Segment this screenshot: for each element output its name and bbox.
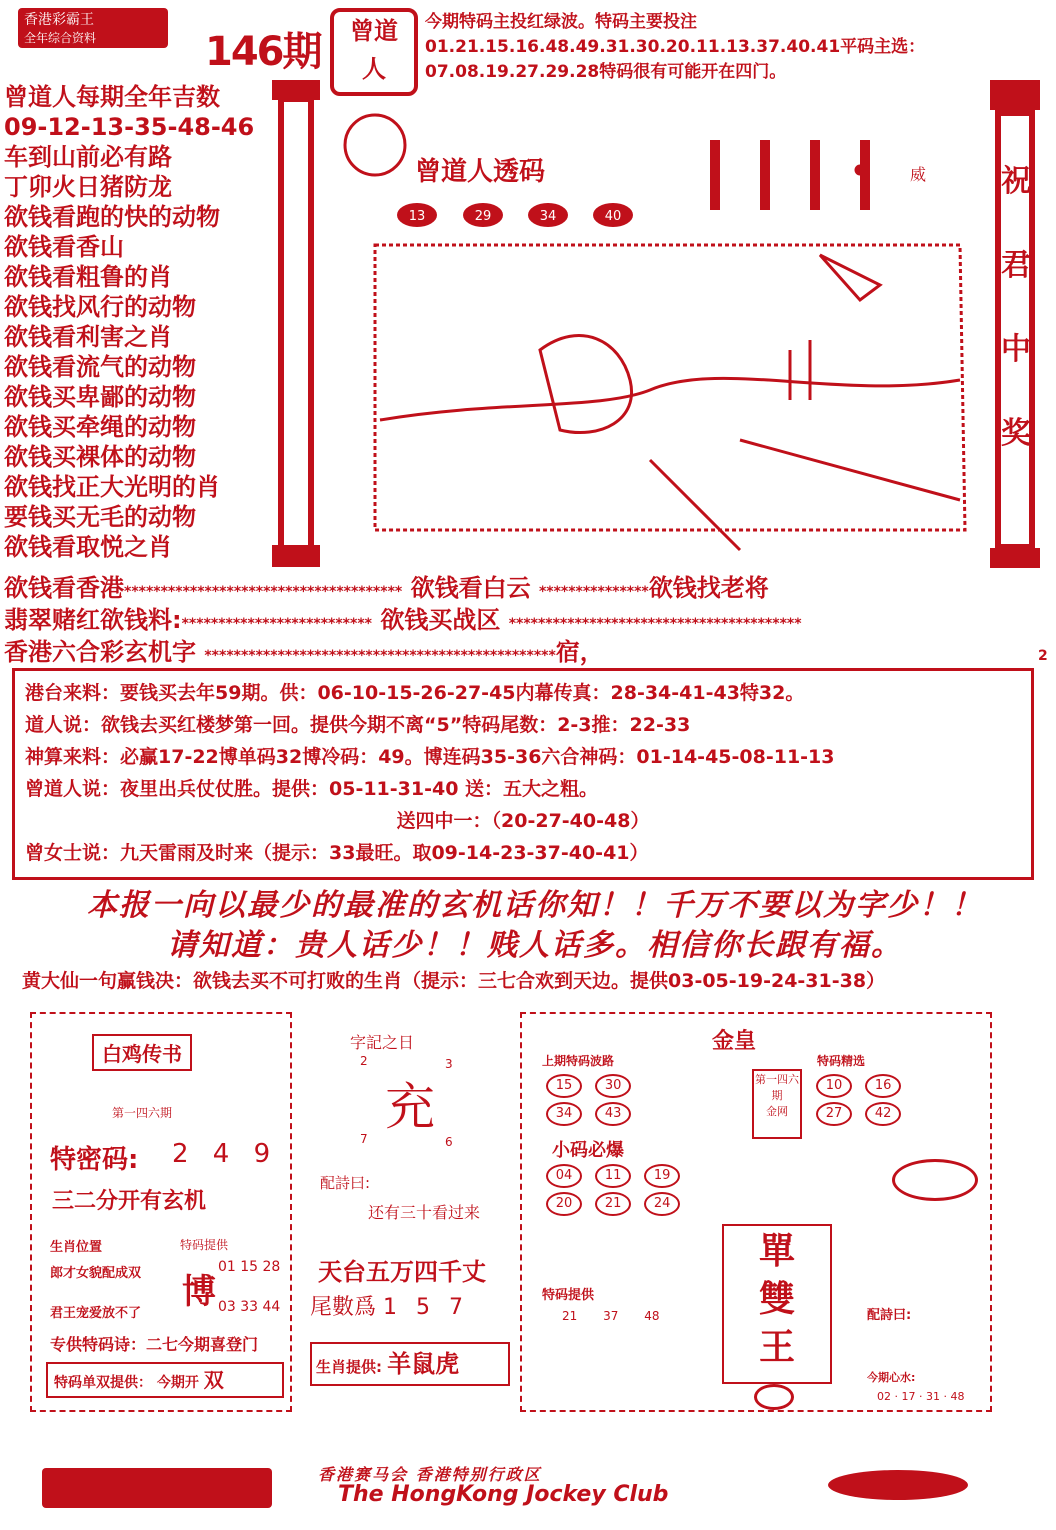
masthead-line1: 香港彩霸王 (24, 12, 94, 28)
dan-value: 今期开 (156, 1375, 199, 1391)
last-ball: 43 (595, 1102, 631, 1126)
issue-box (752, 1069, 802, 1139)
stripe-line-1 (4, 568, 769, 603)
hint-line: 欲钱看取悦之肖 (4, 533, 172, 561)
mid-line1: 天台五万四千丈 (318, 1258, 486, 1286)
hint-line: 欲钱买卑鄙的动物 (4, 383, 196, 411)
mid-sx-box (310, 1342, 510, 1386)
tema-num: 37 (603, 1309, 619, 1323)
small-ball: 11 (595, 1164, 631, 1188)
dan-shuang-box (46, 1362, 284, 1398)
issue-box-sub: 金网 (766, 1105, 788, 1118)
dots: ************************************************ (204, 648, 556, 664)
small-ball: 19 (644, 1164, 680, 1188)
picture-title: 曾道人透码 (415, 157, 546, 187)
stripe-text: 翡翠赌红欲钱料: (4, 606, 182, 634)
sel-ball: 42 (865, 1102, 901, 1126)
hint-line: 欲钱买牵绳的动物 (4, 413, 196, 441)
left-pole (278, 96, 314, 566)
dan-result: 双 (203, 1368, 224, 1392)
hint-line: 要钱买无毛的动物 (4, 503, 196, 531)
small-ball: 04 (546, 1164, 582, 1188)
stripe-text: 欲钱找老将 (648, 574, 769, 602)
banner-char: 君 (1001, 248, 1031, 283)
tema-num: 21 (562, 1309, 578, 1323)
tema-num: 48 (644, 1309, 660, 1323)
fortune-badge (892, 1159, 978, 1201)
pole-bottom-cap (272, 545, 320, 567)
sel-ball: 27 (816, 1102, 852, 1126)
illustration (320, 100, 990, 555)
hint-line: 欲钱看利害之肖 (4, 323, 172, 351)
last-balls (542, 1072, 662, 1128)
small-balls (542, 1162, 712, 1218)
sel-balls (812, 1072, 912, 1128)
mid-num: 7 (360, 1132, 368, 1146)
bottom-nums: 02 · 17 · 31 · 48 (877, 1390, 965, 1403)
pole-top-cap (272, 80, 320, 100)
poem-columns (710, 140, 870, 210)
mid-num: 3 (445, 1057, 453, 1071)
illustration-frame (375, 166, 965, 550)
lucky-numbers: 09-12-13-35-48-46 (4, 113, 255, 141)
mid-poem-label: 配詩曰: (320, 1174, 371, 1192)
dan-label: 特码单双提供： (54, 1375, 152, 1391)
stripe-line-3 (4, 632, 604, 667)
small-ball: 20 (546, 1192, 582, 1216)
bo-numbers: 03 33 44 (218, 1299, 281, 1315)
stripe-text: 香港六合彩玄机字 (4, 638, 196, 666)
mid-sx-value: 羊鼠虎 (387, 1350, 460, 1378)
issue-number: 146期 (205, 29, 321, 75)
zeng-seal (330, 8, 418, 96)
dots: *************** (538, 584, 649, 600)
mid-head: 字記之日 (350, 1033, 415, 1052)
stripe-text: 宿， (555, 638, 604, 666)
info-line: 神算来料：必赢17-22博单码32博冷码：49。博连码35-36六合神码：01-14-45-08-11-13 (25, 746, 835, 768)
picture-ball-num: 34 (539, 209, 557, 224)
footer-right-logo (828, 1470, 968, 1500)
mid-num: 6 (445, 1135, 453, 1149)
hint-line: 欲钱买裸体的动物 (4, 443, 196, 471)
special-poem: 专供特码诗：二七今期喜登门 (50, 1335, 259, 1354)
sel-label: 特码精选 (817, 1054, 866, 1068)
dsw-char: 雙 (758, 1279, 795, 1320)
small-ball: 24 (644, 1192, 680, 1216)
mid-sx-label: 生肖提供: (316, 1358, 382, 1376)
lucky-title: 曾道人每期全年吉数 (4, 83, 220, 111)
info-line: 曾女士说：九天雷雨及时来（提示：33最旺。取09-14-23-37-40-41） (25, 842, 649, 864)
masthead-logo (18, 8, 168, 48)
right-banner (995, 110, 1035, 550)
small-label: 小码必爆 (552, 1140, 624, 1161)
picture-balls (397, 203, 633, 227)
poem-line-right: 今期心水: (867, 1371, 916, 1384)
last-ball: 34 (546, 1102, 582, 1126)
hint-line: 欲钱看香山 (4, 233, 124, 261)
tail-value: 1 5 7 (383, 1295, 469, 1320)
poem-label-right: 配詩曰: (867, 1308, 912, 1323)
small-ball: 21 (595, 1192, 631, 1216)
seal-line1: 曾道 (350, 17, 398, 45)
panel-issue: 第一四六期 (112, 1106, 173, 1120)
dsw-box (722, 1224, 832, 1384)
slogan-1: 本报一向以最少的最准的玄机话你知！！千万不要以为字少！！ (87, 888, 983, 923)
hint-line: 欲钱看流气的动物 (4, 353, 196, 381)
sel-ball: 16 (865, 1074, 901, 1098)
flower-icon (754, 1384, 794, 1410)
sx-line: 郎才女貌配成双 (50, 1266, 142, 1281)
banner-char: 祝 (1001, 164, 1031, 199)
last-ball: 30 (595, 1074, 631, 1098)
tema-nums-right (562, 1309, 660, 1323)
dots: ************************************** (124, 584, 403, 600)
page-mark: 2 (1038, 648, 1048, 664)
issue-box-text: 第一四六期 (755, 1073, 799, 1102)
mid-tail (310, 1290, 469, 1321)
bo-label: 特码提供 (180, 1238, 229, 1252)
masthead-line2: 全年综合资料 (24, 31, 97, 45)
bo-char: 博 (182, 1272, 216, 1312)
sx-line: 君王宠爱放不了 (50, 1306, 142, 1321)
footer-jockey: The HongKong Jockey Club (338, 1482, 669, 1507)
info-line: 曾道人说：夜里出兵仗仗胜。提供：05-11-31-40 送：五大之粗。 (25, 778, 599, 800)
tail-label: 尾數爲 (310, 1295, 377, 1320)
tema-label-right: 特码提供 (542, 1288, 595, 1303)
mid-big-char: 充 (385, 1078, 435, 1136)
right-pole-cap (990, 80, 1040, 110)
last-label: 上期特码波路 (542, 1054, 615, 1068)
footer-cn: 香港赛马会 香港特别行政区 (318, 1465, 542, 1484)
tema-label: 特密码: (50, 1145, 139, 1175)
right-title: 金皇 (712, 1029, 757, 1054)
middle-panel (300, 1012, 510, 1412)
picture-ball-num: 29 (474, 209, 492, 224)
panel-title: 白鸡传书 (92, 1034, 192, 1071)
mid-num: 2 (360, 1054, 368, 1068)
hint-line: 车到山前必有路 (4, 143, 172, 171)
left-panel (30, 1012, 292, 1412)
info-box (12, 668, 1034, 880)
hint-line: 欲钱找风行的动物 (4, 293, 196, 321)
picture-ball-num: 40 (604, 209, 622, 224)
dots: ************************** (181, 616, 372, 632)
right-pole-foot (990, 548, 1040, 568)
tema-tip: 三二分开有玄机 (52, 1189, 207, 1214)
stripe-text: 欲钱买战区 (380, 606, 501, 634)
last-ball: 15 (546, 1074, 582, 1098)
dsw-char: 單 (758, 1231, 795, 1272)
hint-line: 欲钱看跑的快的动物 (4, 203, 220, 231)
huang-daxian-line: 黄大仙一句赢钱决：欲钱去买不可打败的生肖（提示：三七合欢到天边。提供03-05-19-24-31-38） (22, 970, 886, 992)
banner-char: 奖 (1001, 416, 1031, 451)
info-line: 道人说：欲钱去买红楼梦第一回。提供今期不离“5”特码尾数：2-3推：22-33 (25, 714, 691, 736)
info-line: 港台来料：要钱买去年59期。供：06-10-15-26-27-45内幕传真：28-34-41-43特32。 (25, 682, 805, 704)
poem-head-char: 威 (910, 165, 927, 184)
bo-numbers: 01 15 28 (218, 1259, 281, 1275)
right-panel (520, 1012, 992, 1412)
picture-ball-num: 13 (408, 209, 426, 224)
left-column (4, 82, 269, 562)
sx-label: 生肖位置 (50, 1240, 103, 1255)
hint-line: 丁卯火日猪防龙 (4, 173, 172, 201)
zodiac-stamp (345, 115, 405, 175)
dsw-char: 王 (758, 1327, 795, 1368)
stripe-text: 欲钱看香港 (4, 574, 124, 602)
mid-poem: 还有三十看过来 (368, 1203, 481, 1222)
dots: **************************************** (508, 616, 802, 632)
banner-char: 中 (1001, 332, 1031, 367)
tema-value: 2 4 9 (172, 1139, 279, 1169)
footer-left-logo (42, 1468, 272, 1508)
slogan-2: 请知道：贵人话少！！贱人话多。相信你长跟有福。 (167, 928, 903, 963)
stripe-text: 欲钱看白云 (410, 574, 531, 602)
top-notice: 今期特码主投红绿波。特码主要投注01.21.15.16.48.49.31.30.20.11.13.37.40.41平码主选：07.08.19.27.29.28特码很有可能开在四门。 (425, 12, 926, 82)
hint-line: 欲钱找正大光明的肖 (4, 473, 220, 501)
info-line: 送四中一：（20-27-40-48） (396, 810, 650, 832)
stripe-line-2 (4, 600, 802, 635)
seal-line2: 人 (362, 55, 386, 83)
hint-line: 欲钱看粗鲁的肖 (4, 263, 172, 291)
sel-ball: 10 (816, 1074, 852, 1098)
